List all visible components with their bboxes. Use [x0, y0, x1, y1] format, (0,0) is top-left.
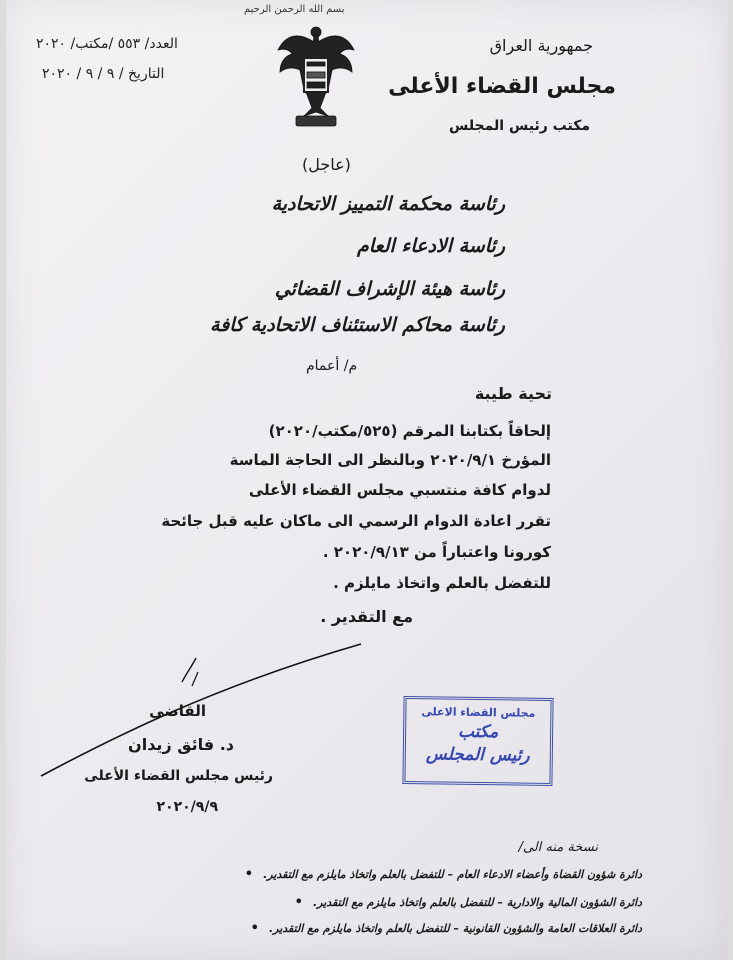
- signature-date: ٢٠٢٠/٩/٩: [156, 799, 218, 815]
- official-stamp: [402, 696, 553, 786]
- body-line: للتفضل بالعلم واتخاذ مايلزم .: [333, 574, 551, 592]
- recipient-line: رئاسة الادعاء العام: [356, 235, 505, 257]
- reference-number: العدد/ ٥٥٣ /مكتب/ ٢٠٢٠: [36, 36, 178, 52]
- body-line: إلحاقاً بكتابنا المرقم (٥٢٥/مكتب/٢٠٢٠): [268, 422, 551, 440]
- body-line: تقرر اعادة الدوام الرسمي الى ماكان عليه قبل جائحة: [161, 512, 551, 530]
- council-name: مجلس القضاء الأعلى: [388, 74, 616, 99]
- document-page: [6, 0, 728, 960]
- subject-line: م/ أعمام: [306, 358, 358, 374]
- stamp-line: مكتب: [457, 721, 499, 743]
- stamp-line: مجلس القضاء الاعلى: [421, 705, 536, 720]
- country-name: جمهورية العراق: [489, 36, 593, 55]
- copy-recipient: دائرة شؤون القضاة وأعضاء الادعاء العام – للتفضل بالعلم واتخاذ مايلزم مع التقدير. •: [245, 867, 642, 882]
- closing-regards: مع التقدير .: [320, 607, 413, 626]
- copy-recipient: دائرة العلاقات العامة والشؤون القانونية – للتفضل بالعلم واتخاذ مايلزم مع التقدير. •: [251, 921, 642, 936]
- urgent-label: (عاجل): [302, 155, 351, 174]
- eagle-emblem-icon: [274, 20, 358, 130]
- body-line: كورونا واعتباراً من ٢٠٢٠/٩/١٣ .: [322, 543, 551, 561]
- recipient-line: رئاسة محكمة التمييز الاتحادية: [271, 193, 505, 215]
- reference-date: التاريخ / ٩ / ٩ / ٢٠٢٠: [42, 66, 165, 82]
- recipient-line: رئاسة محاكم الاستئناف الاتحادية كافة: [210, 314, 505, 336]
- office-name: مكتب رئيس المجلس: [449, 118, 590, 134]
- signatory-position: رئيس مجلس القضاء الأعلى: [84, 768, 273, 784]
- basmala: بسم الله الرحمن الرحيم: [244, 4, 345, 15]
- greeting: تحية طيبة: [474, 384, 552, 403]
- recipient-line: رئاسة هيئة الإشراف القضائي: [274, 278, 505, 300]
- signatory-title: القاضي: [149, 702, 206, 720]
- stamp-line: رئيس المجلس: [425, 744, 530, 766]
- body-line: المؤرخ ٢٠٢٠/٩/١ وبالنظر الى الحاجة الماسة: [229, 451, 551, 469]
- signatory-name: د. فائق زيدان: [128, 735, 234, 754]
- body-line: لدوام كافة منتسبي مجلس القضاء الأعلى: [248, 481, 551, 499]
- copy-recipient: دائرة الشؤون المالية والادارية – للتفضل بالعلم واتخاذ مايلزم مع التقدير. •: [295, 895, 642, 910]
- copies-heading: نسخة منه الى/: [518, 840, 598, 855]
